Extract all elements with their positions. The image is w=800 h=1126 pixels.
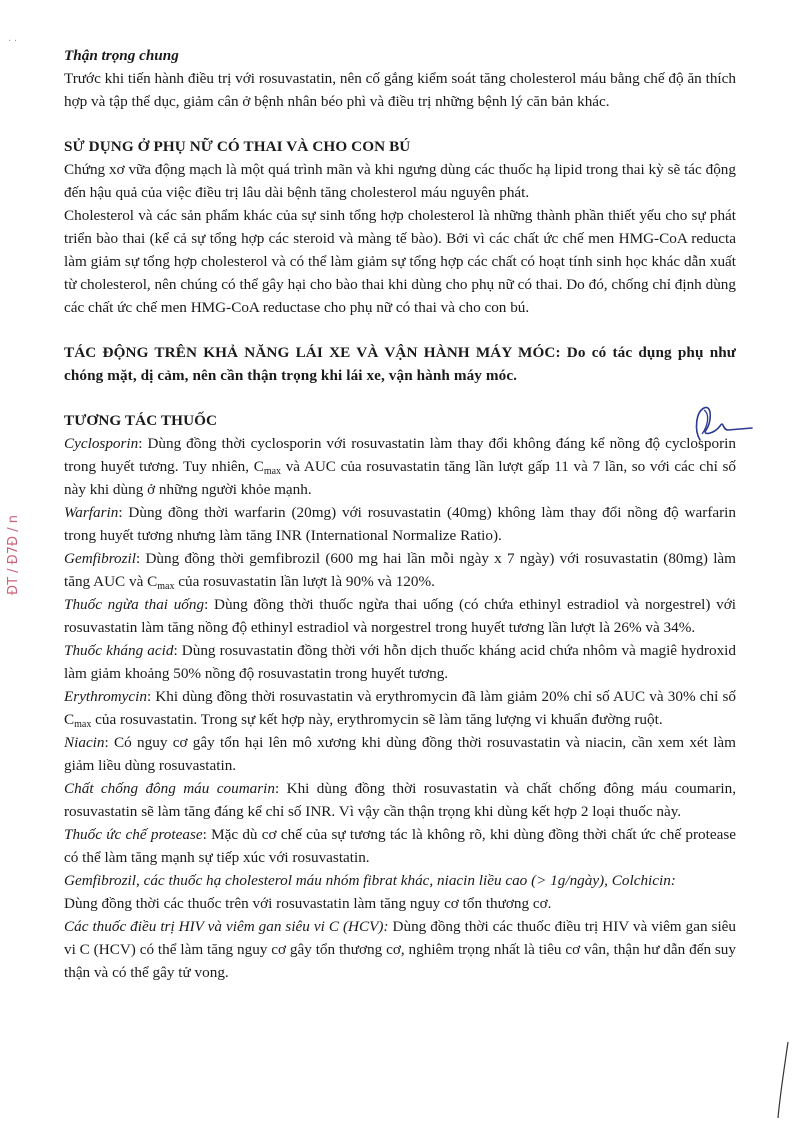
interaction-text: Dùng đồng thời các thuốc trên với rosuvastatin làm tăng nguy cơ tổn thương cơ.: [64, 895, 552, 912]
subscript: max: [157, 581, 175, 592]
interaction-text: : Dùng rosuvastatin đồng thời với hỗn dịch thuốc kháng acid chứa nhôm và magiê hydroxid làm giảm khoảng 50% nồng độ rosuvastatin trong huyết tương.: [64, 642, 736, 682]
general-caution-heading: Thận trọng chung: [64, 47, 179, 64]
interaction-text: : Khi dùng đồng thời rosuvastatin và erythromycin đã làm giảm 20% chỉ số AUC và 30% chỉ số C: [64, 688, 736, 728]
interaction-text: : Khi dùng đồng thời rosuvastatin và chất chống đông máu coumarin, rosuvastatin sẽ làm tăng đáng kể chỉ số INR. Vì vậy cần thận trọng khi dùng kết hợp 2 loại thuốc này.: [64, 780, 736, 820]
interaction-term: Thuốc kháng acid: [64, 642, 174, 659]
interaction-protease: [64, 823, 736, 869]
interactions-heading: TƯƠNG TÁC THUỐC: [64, 412, 218, 429]
interaction-text: : Dùng đồng thời thuốc ngừa thai uống (có chứa ethinyl estradiol và norgestrel) với rosuvastatin làm tăng nồng độ ethinyl estradiol và norgestrel trong huyết tương lần lượt là 26% và 34%.: [64, 596, 736, 636]
driving-section: [64, 341, 736, 387]
interaction-coumarin: [64, 777, 736, 823]
subscript: max: [74, 719, 92, 730]
interaction-term: Các thuốc điều trị HIV và viêm gan siêu vi C (HCV):: [64, 918, 389, 935]
interaction-term: Gemfibrozil: [64, 550, 136, 567]
interaction-cyclosporin: [64, 432, 736, 501]
interaction-term: Gemfibrozil, các thuốc hạ cholesterol máu nhóm fibrat khác, niacin liều cao (> 1g/ngày), Colchicin:: [64, 872, 676, 889]
interaction-term: Thuốc ngừa thai uống: [64, 596, 205, 613]
interaction-hiv-hcv: [64, 915, 736, 984]
pregnancy-paragraph-2: Cholesterol và các sản phẩm khác của sự sinh tổng hợp cholesterol là những thành phần thiết yếu cho sự phát triển bào thai (kể cả sự tổng hợp các steroid và màng tế bào). Bởi vì các chất ức chế men HMG-CoA reducta làm giảm sự tổng hợp cholesterol và có thể làm giảm sự tổng hợp các chất có hoạt tính sinh học khác dẫn xuất từ cholesterol, nên chúng có thể gây hại cho bào thai khi dùng cho phụ nữ có thai. Do đó, chống chỉ định dùng các chất ức chế men HMG-CoA reductase cho phụ nữ có thai và cho con bú.: [64, 207, 736, 316]
edge-pen-stroke: [772, 1040, 792, 1120]
driving-heading: TÁC ĐỘNG TRÊN KHẢ NĂNG LÁI XE VÀ VẬN HÀNH MÁY MÓC:: [64, 344, 561, 361]
interaction-text: và AUC của rosuvastatin tăng lần lượt gấp 11 và 7 lần, so với các chỉ số này khi dùng ở những người khỏe mạnh.: [64, 458, 736, 498]
interaction-text: : Dùng đồng thời gemfibrozil (600 mg hai lần mỗi ngày x 7 ngày) với rosuvastatin (80mg) làm tăng AUC và C: [64, 550, 736, 590]
interaction-oral-contraceptive: [64, 593, 736, 639]
interaction-text: của rosuvastatin lần lượt là 90% và 120%.: [174, 573, 435, 590]
document-body: [64, 44, 736, 984]
subscript: max: [263, 466, 282, 477]
interaction-term: Cyclosporin: [64, 435, 139, 452]
interaction-term: Warfarin: [64, 504, 119, 521]
interaction-text: của rosuvastatin. Trong sự kết hợp này, erythromycin sẽ làm tăng lượng vi khuẩn đường ruột.: [91, 711, 663, 728]
pregnancy-paragraph-1: Chứng xơ vữa động mạch là một quá trình mãn và khi ngưng dùng các thuốc hạ lipid trong thai kỳ sẽ tác động đến hậu quả của việc điều trị lâu dài bệnh tăng cholesterol máu nguyên phát.: [64, 161, 736, 201]
interaction-term: Chất chống đông máu coumarin: [64, 780, 275, 797]
pregnancy-heading: SỬ DỤNG Ở PHỤ NỮ CÓ THAI VÀ CHO CON BÚ: [64, 138, 411, 155]
interaction-niacin: [64, 731, 736, 777]
interaction-term: Erythromycin: [64, 688, 147, 705]
interaction-text: : Có nguy cơ gây tổn hại lên mô xương khi dùng đồng thời rosuvastatin và niacin, cần xem xét làm giảm liều dùng rosuvastatin.: [64, 734, 736, 774]
interaction-text: : Dùng đồng thời warfarin (20mg) với rosuvastatin (40mg) không làm thay đổi nồng độ warfarin trong huyết tương nhưng làm tăng INR (International Normalize Ratio).: [64, 504, 736, 544]
interaction-term: Niacin: [64, 734, 105, 751]
interaction-term: Thuốc ức chế protease: [64, 826, 203, 843]
interaction-warfarin: [64, 501, 736, 547]
interaction-antacid: [64, 639, 736, 685]
corner-mark: · ·: [8, 36, 18, 47]
driving-text: Do có tác dụng phụ như chóng mặt, dị cảm, nên cần thận trọng khi lái xe, vận hành máy móc.: [64, 344, 736, 384]
interaction-gemfibrozil: [64, 547, 736, 593]
interaction-text: : Mặc dù cơ chế của sự tương tác là không rõ, khi dùng đồng thời chất ức chế protease có thể làm tăng mạnh sự tiếp xúc với rosuvastatin.: [64, 826, 736, 866]
general-caution-text: Trước khi tiến hành điều trị với rosuvastatin, nên cố gắng kiểm soát tăng cholesterol máu bằng chế độ ăn thích hợp và tập thể dục, giảm cân ở bệnh nhân béo phì và điều trị những bệnh lý căn bản khác.: [64, 70, 736, 110]
interaction-fibrates: [64, 869, 736, 915]
interaction-text: : Dùng đồng thời cyclosporin với rosuvastatin làm thay đổi không đáng kể nồng độ cyclosporin trong huyết tương. Tuy nhiên, C: [64, 435, 736, 475]
interaction-text: Dùng đồng thời các thuốc điều trị HIV và viêm gan siêu vi C (HCV) có thể làm tăng nguy cơ gây tổn thương cơ, nghiêm trọng nhất là tiêu cơ vân, thận hư dẫn đến suy thận và có thể gây tử vong.: [64, 918, 736, 981]
interaction-erythromycin: [64, 685, 736, 731]
margin-handwritten-note: ĐT / Đ7Đ / n: [6, 515, 21, 595]
